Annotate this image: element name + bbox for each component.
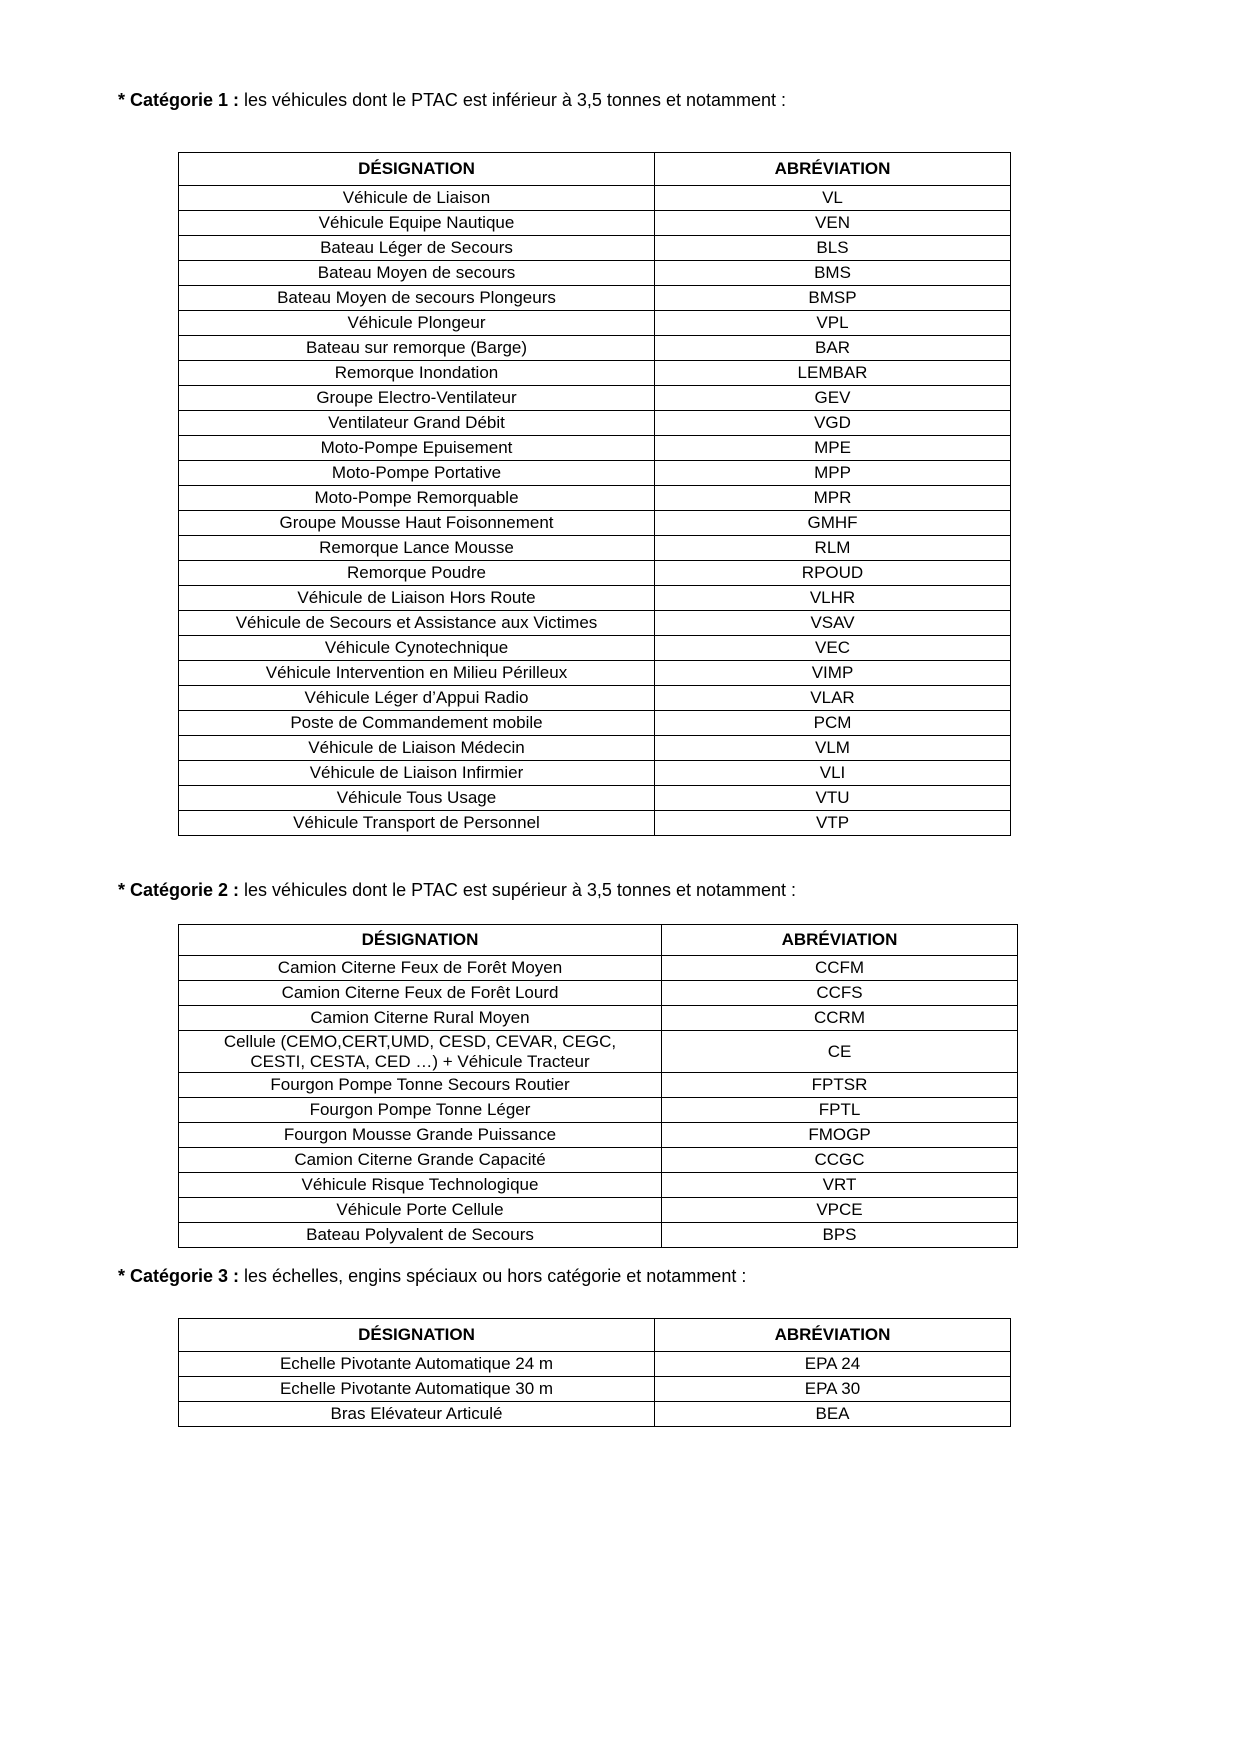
table-row bbox=[179, 711, 1011, 736]
designation-cell: Bateau Léger de Secours bbox=[179, 236, 655, 261]
table-row bbox=[179, 636, 1011, 661]
designation-cell: Moto-Pompe Remorquable bbox=[179, 486, 655, 511]
table-row bbox=[179, 286, 1011, 311]
designation-cell: Véhicule Transport de Personnel bbox=[179, 811, 655, 836]
category-1-table bbox=[178, 152, 1011, 836]
abbreviation-cell: VGD bbox=[655, 411, 1011, 436]
table-row bbox=[179, 1148, 1018, 1173]
designation-cell: Moto-Pompe Portative bbox=[179, 461, 655, 486]
designation-cell: Bras Elévateur Articulé bbox=[179, 1402, 655, 1427]
designation-cell: Groupe Mousse Haut Foisonnement bbox=[179, 511, 655, 536]
designation-cell: Camion Citerne Feux de Forêt Lourd bbox=[179, 981, 662, 1006]
abbreviation-cell: BMSP bbox=[655, 286, 1011, 311]
designation-cell: Véhicule de Liaison Infirmier bbox=[179, 761, 655, 786]
category-2-table bbox=[178, 924, 1018, 1248]
designation-cell: Remorque Inondation bbox=[179, 361, 655, 386]
table-row bbox=[179, 436, 1011, 461]
designation-cell: Véhicule de Liaison Hors Route bbox=[179, 586, 655, 611]
table-row bbox=[179, 236, 1011, 261]
abbreviation-cell: VTU bbox=[655, 786, 1011, 811]
table-row bbox=[179, 1173, 1018, 1198]
designation-header: DÉSIGNATION bbox=[179, 1319, 655, 1352]
designation-cell: Véhicule de Liaison Médecin bbox=[179, 736, 655, 761]
abbreviation-header: ABRÉVIATION bbox=[655, 153, 1011, 186]
table-row bbox=[179, 1006, 1018, 1031]
abbreviation-cell: EPA 24 bbox=[655, 1352, 1011, 1377]
designation-cell: Véhicule Plongeur bbox=[179, 311, 655, 336]
designation-cell: Véhicule Risque Technologique bbox=[179, 1173, 662, 1198]
abbreviation-cell: CCFS bbox=[662, 981, 1018, 1006]
table-row bbox=[179, 786, 1011, 811]
designation-line-1: Cellule (CEMO,CERT,UMD, CESD, CEVAR, CEGC, bbox=[223, 1031, 617, 1051]
table-row bbox=[179, 981, 1018, 1006]
abbreviation-cell: VL bbox=[655, 186, 1011, 211]
abbreviation-cell: PCM bbox=[655, 711, 1011, 736]
category-3-table bbox=[178, 1318, 1011, 1427]
table-row bbox=[179, 1402, 1011, 1427]
abbreviation-cell: VLHR bbox=[655, 586, 1011, 611]
category-3-text: les échelles, engins spéciaux ou hors catégorie et notamment : bbox=[239, 1266, 747, 1286]
abbreviation-cell: GMHF bbox=[655, 511, 1011, 536]
abbreviation-cell: RPOUD bbox=[655, 561, 1011, 586]
designation-cell: Véhicule Tous Usage bbox=[179, 786, 655, 811]
abbreviation-cell: BEA bbox=[655, 1402, 1011, 1427]
table-row bbox=[179, 1031, 1018, 1073]
table-row bbox=[179, 1223, 1018, 1248]
table-row bbox=[179, 211, 1011, 236]
designation-cell: Fourgon Pompe Tonne Léger bbox=[179, 1098, 662, 1123]
abbreviation-cell: BLS bbox=[655, 236, 1011, 261]
table-row bbox=[179, 411, 1011, 436]
designation-cell: Véhicule Cynotechnique bbox=[179, 636, 655, 661]
abbreviation-cell: VEN bbox=[655, 211, 1011, 236]
designation-cell: Remorque Poudre bbox=[179, 561, 655, 586]
abbreviation-header: ABRÉVIATION bbox=[662, 925, 1018, 956]
category-2-text: les véhicules dont le PTAC est supérieur à 3,5 tonnes et notamment : bbox=[239, 880, 797, 900]
designation-cell: Camion Citerne Rural Moyen bbox=[179, 1006, 662, 1031]
designation-cell: Moto-Pompe Epuisement bbox=[179, 436, 655, 461]
table-row bbox=[179, 561, 1011, 586]
category-2-heading bbox=[118, 880, 796, 901]
category-3-label: * Catégorie 3 : bbox=[118, 1266, 240, 1286]
designation-cell: Bateau Polyvalent de Secours bbox=[179, 1223, 662, 1248]
table-row bbox=[179, 586, 1011, 611]
abbreviation-cell: VTP bbox=[655, 811, 1011, 836]
table-row bbox=[179, 1073, 1018, 1098]
abbreviation-cell: FMOGP bbox=[662, 1123, 1018, 1148]
designation-cell: Camion Citerne Feux de Forêt Moyen bbox=[179, 956, 662, 981]
table-header-row bbox=[179, 925, 1018, 956]
abbreviation-cell: FPTL bbox=[662, 1098, 1018, 1123]
abbreviation-cell: CCRM bbox=[662, 1006, 1018, 1031]
designation-cell: Bateau Moyen de secours bbox=[179, 261, 655, 286]
table-row bbox=[179, 686, 1011, 711]
abbreviation-cell: BPS bbox=[662, 1223, 1018, 1248]
abbreviation-cell: LEMBAR bbox=[655, 361, 1011, 386]
abbreviation-cell: EPA 30 bbox=[655, 1377, 1011, 1402]
table-row bbox=[179, 956, 1018, 981]
abbreviation-cell: VIMP bbox=[655, 661, 1011, 686]
abbreviation-cell: VLAR bbox=[655, 686, 1011, 711]
table-row bbox=[179, 311, 1011, 336]
category-1-text: les véhicules dont le PTAC est inférieur à 3,5 tonnes et notamment : bbox=[239, 90, 786, 110]
table-row bbox=[179, 1377, 1011, 1402]
table-row bbox=[179, 611, 1011, 636]
designation-cell: Echelle Pivotante Automatique 24 m bbox=[179, 1352, 655, 1377]
designation-cell: Fourgon Pompe Tonne Secours Routier bbox=[179, 1073, 662, 1098]
abbreviation-cell: CCGC bbox=[662, 1148, 1018, 1173]
abbreviation-cell: VPL bbox=[655, 311, 1011, 336]
table-row bbox=[179, 386, 1011, 411]
designation-cell: Echelle Pivotante Automatique 30 m bbox=[179, 1377, 655, 1402]
abbreviation-cell: MPR bbox=[655, 486, 1011, 511]
abbreviation-header: ABRÉVIATION bbox=[655, 1319, 1011, 1352]
table-row bbox=[179, 811, 1011, 836]
table-row bbox=[179, 336, 1011, 361]
table-row bbox=[179, 1352, 1011, 1377]
table-row bbox=[179, 1198, 1018, 1223]
designation-line-2: CESTI, CESTA, CED …) + Véhicule Tracteur bbox=[250, 1051, 590, 1071]
category-2-label: * Catégorie 2 : bbox=[118, 880, 240, 900]
designation-cell: Fourgon Mousse Grande Puissance bbox=[179, 1123, 662, 1148]
table-row bbox=[179, 461, 1011, 486]
abbreviation-cell: VLM bbox=[655, 736, 1011, 761]
designation-header: DÉSIGNATION bbox=[179, 925, 662, 956]
abbreviation-cell: FPTSR bbox=[662, 1073, 1018, 1098]
table-row bbox=[179, 761, 1011, 786]
designation-header: DÉSIGNATION bbox=[179, 153, 655, 186]
table-row bbox=[179, 536, 1011, 561]
designation-cell: Véhicule de Liaison bbox=[179, 186, 655, 211]
table-row bbox=[179, 361, 1011, 386]
table-row bbox=[179, 1123, 1018, 1148]
table-row bbox=[179, 736, 1011, 761]
designation-cell: Camion Citerne Grande Capacité bbox=[179, 1148, 662, 1173]
designation-cell: Véhicule de Secours et Assistance aux Victimes bbox=[179, 611, 655, 636]
abbreviation-cell: VSAV bbox=[655, 611, 1011, 636]
abbreviation-cell: RLM bbox=[655, 536, 1011, 561]
abbreviation-cell: VPCE bbox=[662, 1198, 1018, 1223]
table-header-row bbox=[179, 1319, 1011, 1352]
abbreviation-cell: CCFM bbox=[662, 956, 1018, 981]
table-row bbox=[179, 186, 1011, 211]
table-row bbox=[179, 261, 1011, 286]
table-row bbox=[179, 486, 1011, 511]
designation-cell: Véhicule Equipe Nautique bbox=[179, 211, 655, 236]
category-3-heading bbox=[118, 1266, 746, 1287]
abbreviation-cell: CE bbox=[662, 1031, 1018, 1073]
designation-cell: Groupe Electro-Ventilateur bbox=[179, 386, 655, 411]
table-row bbox=[179, 1098, 1018, 1123]
abbreviation-cell: MPP bbox=[655, 461, 1011, 486]
abbreviation-cell: MPE bbox=[655, 436, 1011, 461]
abbreviation-cell: VEC bbox=[655, 636, 1011, 661]
table-row bbox=[179, 661, 1011, 686]
designation-cell: Véhicule Porte Cellule bbox=[179, 1198, 662, 1223]
designation-cell: Ventilateur Grand Débit bbox=[179, 411, 655, 436]
category-1-heading bbox=[118, 90, 786, 111]
designation-cell: Véhicule Léger d’Appui Radio bbox=[179, 686, 655, 711]
abbreviation-cell: GEV bbox=[655, 386, 1011, 411]
abbreviation-cell: BAR bbox=[655, 336, 1011, 361]
abbreviation-cell: VRT bbox=[662, 1173, 1018, 1198]
designation-cell: Bateau sur remorque (Barge) bbox=[179, 336, 655, 361]
category-1-label: * Catégorie 1 : bbox=[118, 90, 240, 110]
abbreviation-cell: VLI bbox=[655, 761, 1011, 786]
designation-cell: Bateau Moyen de secours Plongeurs bbox=[179, 286, 655, 311]
designation-cell: Remorque Lance Mousse bbox=[179, 536, 655, 561]
designation-cell bbox=[179, 1031, 662, 1073]
designation-cell: Poste de Commandement mobile bbox=[179, 711, 655, 736]
designation-cell: Véhicule Intervention en Milieu Périlleux bbox=[179, 661, 655, 686]
table-row bbox=[179, 511, 1011, 536]
table-header-row bbox=[179, 153, 1011, 186]
abbreviation-cell: BMS bbox=[655, 261, 1011, 286]
